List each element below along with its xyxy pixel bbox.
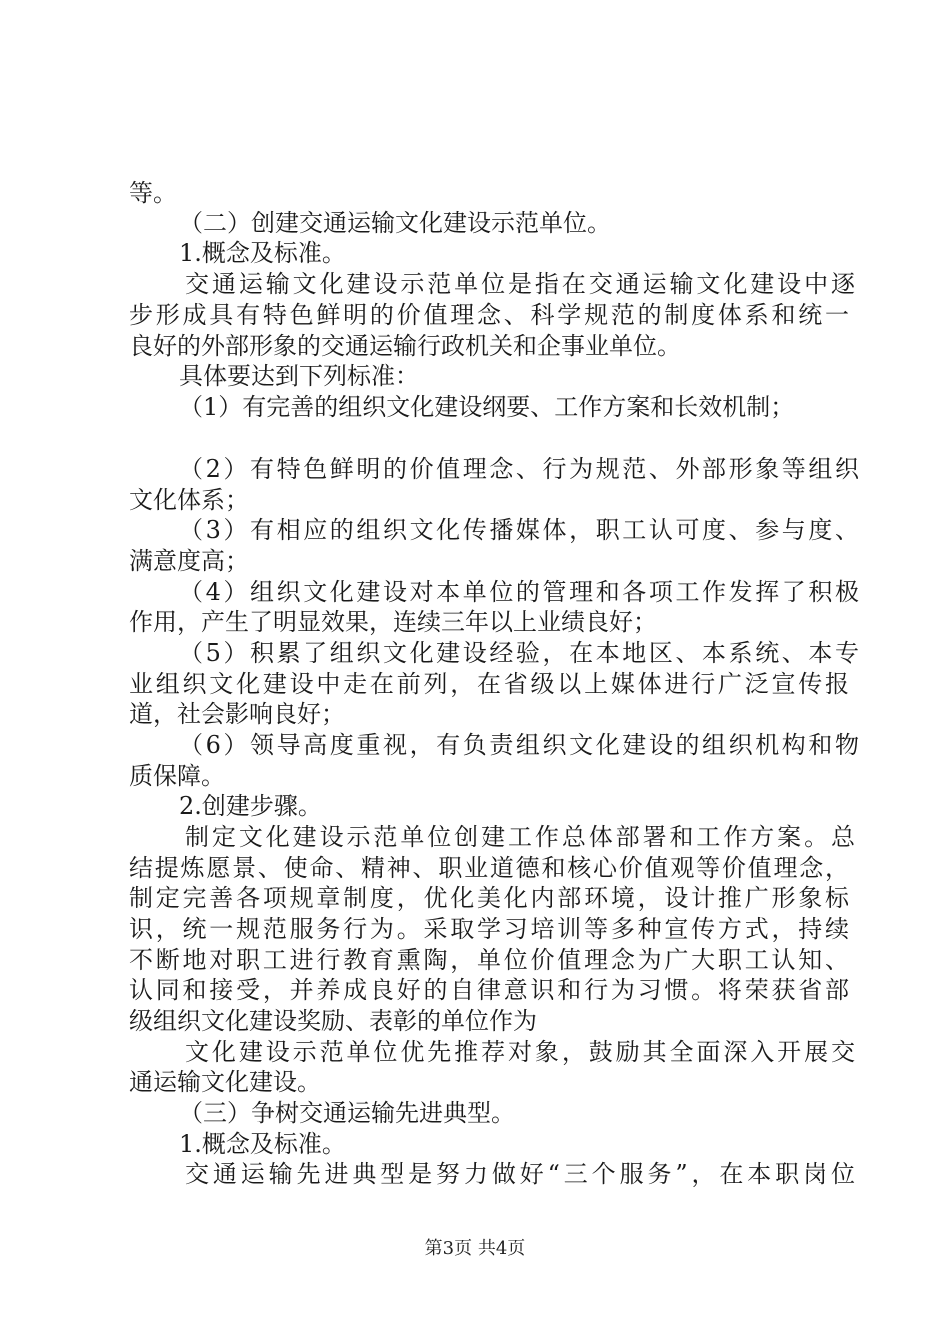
text-line: 业组织文化建设中走在前列，在省级以上媒体进行广泛宣传报 [129,670,849,698]
list-item: （4）组织文化建设对本单位的管理和各项工作发挥了积极 [179,578,859,606]
text-line: 不断地对职工进行教育熏陶，单位价值理念为广大职工认知、 [129,946,849,974]
subsection-heading: 1.概念及标准。 [179,1130,346,1158]
subsection-heading: 2.创建步骤。 [179,792,322,820]
text-line: 交通运输文化建设示范单位是指在交通运输文化建设中逐 [185,270,855,298]
text-line: 步形成具有特色鲜明的价值理念、科学规范的制度体系和统一 [129,301,849,329]
text-line: 文化体系； [129,486,249,514]
text-line: 制定完善各项规章制度，优化美化内部环境，设计推广形象标 [129,884,849,912]
text-line: 通运输文化建设。 [129,1068,321,1096]
text-line: 结提炼愿景、使命、精神、职业道德和核心价值观等价值理念， [129,854,849,882]
list-item: （2）有特色鲜明的价值理念、行为规范、外部形象等组织 [179,455,859,483]
text-line: 识，统一规范服务行为。采取学习培训等多种宣传方式，持续 [129,915,849,943]
section-heading: （二）创建交通运输文化建设示范单位。 [179,209,611,237]
text-line: 交通运输先进典型是努力做好“三个服务”，在本职岗位 [185,1160,855,1188]
text-line: 道，社会影响良好； [129,700,345,728]
text-line: 文化建设示范单位优先推荐对象，鼓励其全面深入开展交 [185,1038,855,1066]
section-heading: （三）争树交通运输先进典型。 [179,1099,515,1127]
list-item: （5）积累了组织文化建设经验，在本地区、本系统、本专 [179,639,859,667]
list-item: （3）有相应的组织文化传播媒体，职工认可度、参与度、 [179,516,859,544]
text-line: 制定文化建设示范单位创建工作总体部署和工作方案。总 [185,823,855,851]
text-line: 作用，产生了明显效果，连续三年以上业绩良好； [129,608,657,636]
text-line: 级组织文化建设奖励、表彰的单位作为 [129,1007,537,1035]
text-line: 良好的外部形象的交通运输行政机关和企事业单位。 [129,332,681,360]
text-line: 等。 [129,179,177,207]
text-line: 具体要达到下列标准： [179,362,419,390]
text-line: 认同和接受，并养成良好的自律意识和行为习惯。将荣获省部 [129,976,849,1004]
subsection-heading: 1.概念及标准。 [179,239,346,267]
list-item: （1）有完善的组织文化建设纲要、工作方案和长效机制； [179,393,795,421]
text-line: 满意度高； [129,547,249,575]
list-item: （6）领导高度重视，有负责组织文化建设的组织机构和物 [179,731,859,759]
page-footer: 第3页 共4页 [424,1238,526,1259]
text-line: 质保障。 [129,762,225,790]
